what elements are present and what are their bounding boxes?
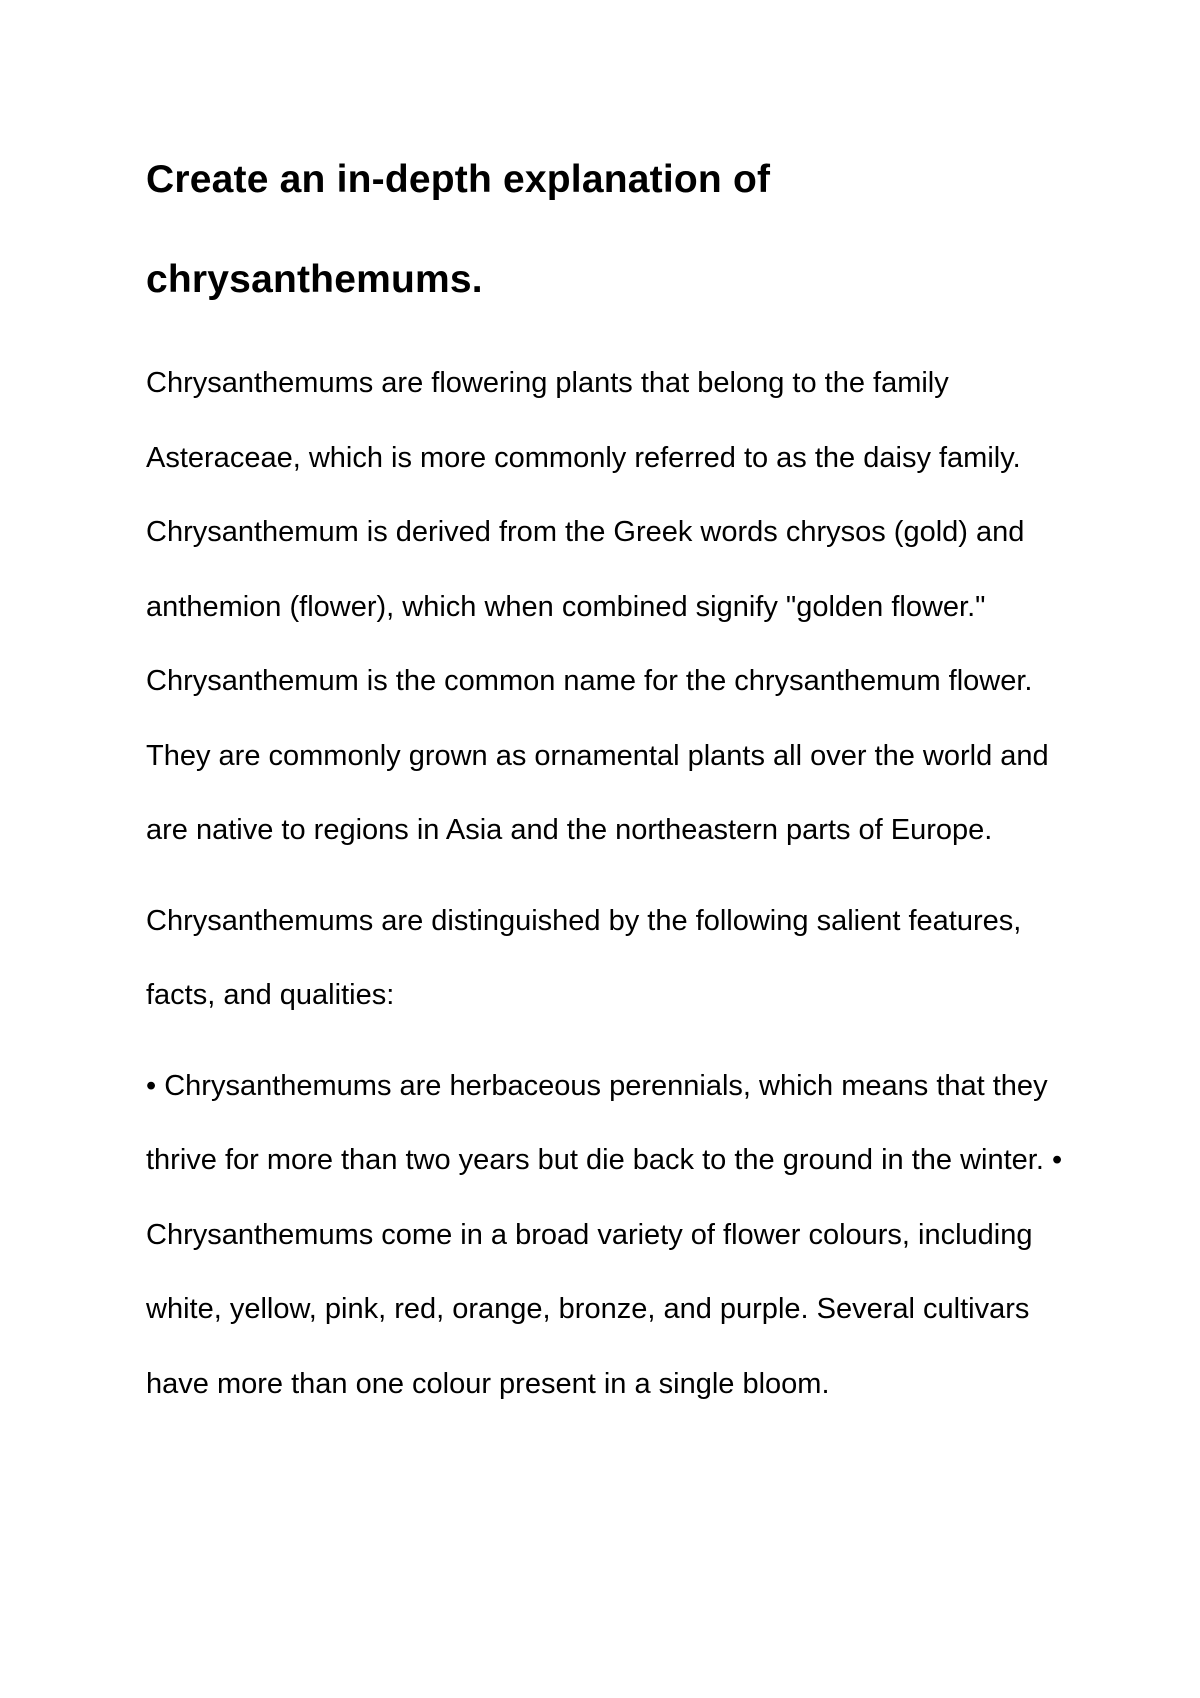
paragraph-intro: Chrysanthemums are flowering plants that belong to the family Asteraceae, which is more commonly referred to as the daisy family. Chrysanthemum is derived from the Greek words chrysos (gold) and anthemion (flower), which when combined signify "golden flower." Chrysanthemum is the common name for the chrysanthemum flower. They are commonly grown as ornamental plants all over the world and are native to regions in Asia and the northeastern parts of Europe. xyxy=(146,367,1049,846)
spacer xyxy=(146,868,1076,884)
spacer xyxy=(146,330,1076,346)
document-title: Create an in-depth explanation of chrysanthemums. xyxy=(146,158,771,301)
paragraph-bullets: • Chrysanthemums are herbaceous perennials, which means that they thrive for more than two years but die back to the ground in the winter. • Chrysanthemums come in a broad variety of flower colours, including white, yellow, pink, red, orange, bronze, and purple. Several cultivars have more than one colour present in a single bloom. xyxy=(146,1069,1063,1400)
document-page xyxy=(146,130,1076,1421)
spacer xyxy=(146,1033,1076,1049)
paragraph-features-intro: Chrysanthemums are distinguished by the following salient features, facts, and qualities: xyxy=(146,904,1022,1011)
